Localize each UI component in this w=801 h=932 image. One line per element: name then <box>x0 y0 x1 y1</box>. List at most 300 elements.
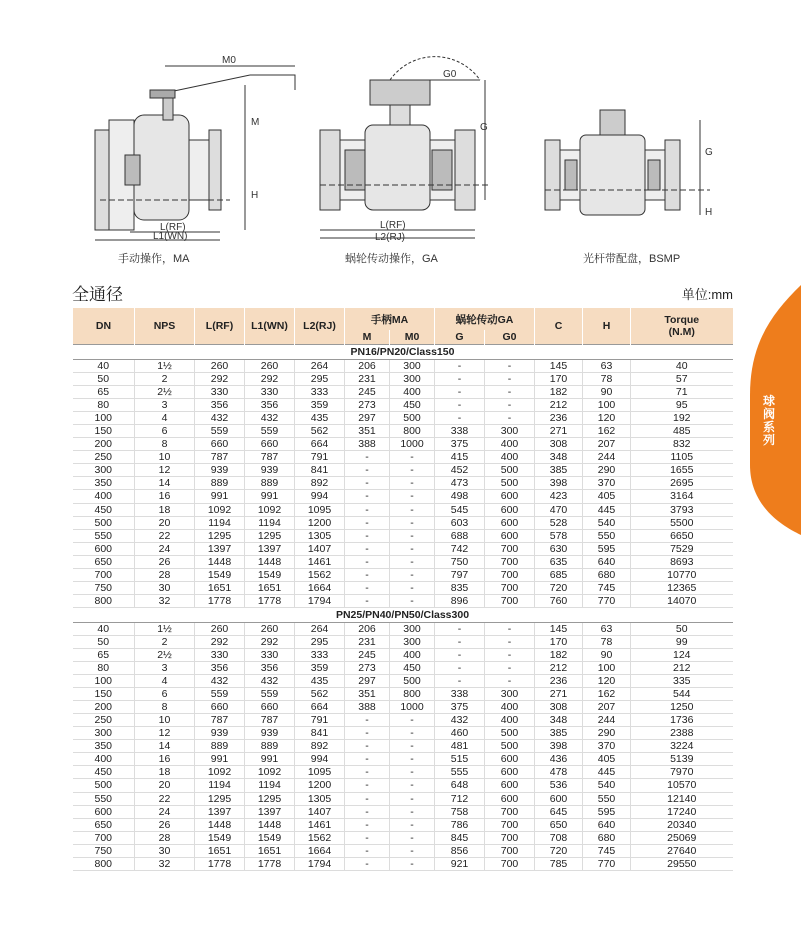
table-cell: 245 <box>345 386 390 399</box>
table-cell: 80 <box>73 399 135 412</box>
table-cell: 994 <box>295 490 345 503</box>
table-cell: 1200 <box>295 779 345 792</box>
unit-label: 单位:mm <box>681 287 733 302</box>
dim-lrf: L(RF) <box>160 222 186 233</box>
table-cell: 292 <box>195 373 245 386</box>
table-cell: - <box>345 753 390 766</box>
table-cell: 400 <box>390 386 435 399</box>
table-cell: 562 <box>295 688 345 701</box>
table-cell: 478 <box>535 766 583 779</box>
table-cell: 145 <box>535 360 583 373</box>
table-cell: 7529 <box>631 542 733 555</box>
table-cell: 685 <box>535 568 583 581</box>
table-cell: 921 <box>435 857 485 870</box>
table-cell: 57 <box>631 373 733 386</box>
table-cell: 648 <box>435 779 485 792</box>
table-cell: 290 <box>583 727 631 740</box>
table-cell: 559 <box>195 688 245 701</box>
table-cell: 3224 <box>631 740 733 753</box>
table-cell: 300 <box>485 425 535 438</box>
table-cell: 356 <box>245 662 295 675</box>
table-row <box>73 568 733 581</box>
table-cell: 20340 <box>631 818 733 831</box>
table-cell: 991 <box>195 753 245 766</box>
table-cell: 3793 <box>631 503 733 516</box>
table-cell: - <box>345 805 390 818</box>
table-cell: 1250 <box>631 701 733 714</box>
table-cell: 841 <box>295 727 345 740</box>
table-cell: 245 <box>345 648 390 661</box>
table-cell: 800 <box>73 857 135 870</box>
table-cell: 65 <box>73 386 135 399</box>
table-row <box>73 464 733 477</box>
table-cell: 787 <box>245 451 295 464</box>
table-cell: - <box>345 714 390 727</box>
table-cell: 450 <box>73 766 135 779</box>
table-cell: 800 <box>390 425 435 438</box>
section-header <box>73 607 733 622</box>
table-cell: - <box>390 503 435 516</box>
table-cell: 700 <box>485 542 535 555</box>
table-cell: 90 <box>583 648 631 661</box>
dim-lrf-ga: L(RF) <box>380 220 406 231</box>
table-cell: - <box>390 490 435 503</box>
table-cell: 595 <box>583 542 631 555</box>
table-cell: 640 <box>583 555 631 568</box>
table-cell: 994 <box>295 753 345 766</box>
table-cell: 528 <box>535 516 583 529</box>
dim-m: M <box>251 117 260 128</box>
table-row <box>73 451 733 464</box>
table-cell: - <box>345 529 390 542</box>
table-cell: 300 <box>390 360 435 373</box>
table-cell: 260 <box>195 360 245 373</box>
table-row <box>73 727 733 740</box>
table-cell: 22 <box>135 792 195 805</box>
table-cell: 375 <box>435 438 485 451</box>
table-cell: 835 <box>435 581 485 594</box>
table-cell: 1397 <box>245 805 295 818</box>
table-cell: 300 <box>73 464 135 477</box>
table-cell: 212 <box>631 662 733 675</box>
table-cell: 162 <box>583 425 631 438</box>
table-cell: 385 <box>535 727 583 740</box>
table-cell: 27640 <box>631 844 733 857</box>
table-cell: 231 <box>345 635 390 648</box>
table-cell: 889 <box>245 740 295 753</box>
table-row <box>73 360 733 373</box>
table-cell: - <box>390 594 435 607</box>
dim-m0: M0 <box>222 55 236 66</box>
dim-g: G <box>480 122 488 133</box>
table-cell: 500 <box>485 727 535 740</box>
table-cell: - <box>390 581 435 594</box>
table-cell: 550 <box>73 792 135 805</box>
table-cell: 26 <box>135 818 195 831</box>
table-cell: 388 <box>345 438 390 451</box>
table-cell: 939 <box>195 727 245 740</box>
table-cell: - <box>390 792 435 805</box>
col-dn: DN <box>73 308 135 345</box>
table-cell: 515 <box>435 753 485 766</box>
dim-l2rj: L2(RJ) <box>375 232 406 243</box>
table-cell: - <box>345 844 390 857</box>
table-cell: - <box>435 386 485 399</box>
table-cell: - <box>345 516 390 529</box>
table-cell: 1000 <box>390 701 435 714</box>
table-cell: 192 <box>631 412 733 425</box>
table-cell: - <box>390 529 435 542</box>
table-cell: 2½ <box>135 386 195 399</box>
table-cell: 450 <box>73 503 135 516</box>
dim-h: H <box>251 190 259 201</box>
table-cell: 1295 <box>195 529 245 542</box>
table-cell: - <box>345 792 390 805</box>
table-cell: - <box>435 635 485 648</box>
table-cell: 170 <box>535 635 583 648</box>
table-cell: 650 <box>73 818 135 831</box>
table-cell: - <box>390 857 435 870</box>
table-cell: - <box>345 490 390 503</box>
table-row <box>73 688 733 701</box>
table-row <box>73 594 733 607</box>
table-cell: 330 <box>195 386 245 399</box>
table-cell: 939 <box>195 464 245 477</box>
table-row <box>73 412 733 425</box>
table-cell: 5500 <box>631 516 733 529</box>
table-cell: 231 <box>345 373 390 386</box>
table-cell: 300 <box>390 622 435 635</box>
table-cell: 95 <box>631 399 733 412</box>
table-cell: 330 <box>195 648 245 661</box>
table-row <box>73 555 733 568</box>
table-cell: 271 <box>535 425 583 438</box>
table-cell: 600 <box>485 490 535 503</box>
table-cell: 445 <box>583 766 631 779</box>
col-torque: Torque (N.M) <box>631 308 733 345</box>
table-cell: 78 <box>583 635 631 648</box>
table-cell: 700 <box>485 844 535 857</box>
table-cell: 4 <box>135 675 195 688</box>
table-cell: 1407 <box>295 542 345 555</box>
table-cell: 600 <box>485 753 535 766</box>
bsmp-caption: 光杆带配盘，BSMP <box>583 253 681 265</box>
col-h: H <box>583 308 631 345</box>
table-cell: 212 <box>535 662 583 675</box>
table-cell: 145 <box>535 622 583 635</box>
table-cell: - <box>390 714 435 727</box>
table-row <box>73 766 733 779</box>
table-cell: 500 <box>73 516 135 529</box>
table-cell: 1295 <box>195 792 245 805</box>
table-cell: 450 <box>390 662 435 675</box>
table-cell: 500 <box>73 779 135 792</box>
table-cell: 308 <box>535 438 583 451</box>
table-cell: 3164 <box>631 490 733 503</box>
table-cell: - <box>390 727 435 740</box>
table-cell: 78 <box>583 373 631 386</box>
table-cell: 24 <box>135 542 195 555</box>
table-cell: 742 <box>435 542 485 555</box>
col-l1wn: L1(WN) <box>245 308 295 345</box>
table-cell: 236 <box>535 412 583 425</box>
table-cell: 24 <box>135 805 195 818</box>
table-cell: 297 <box>345 675 390 688</box>
table-cell: 660 <box>245 438 295 451</box>
table-cell: 595 <box>583 805 631 818</box>
table-cell: 5139 <box>631 753 733 766</box>
table-cell: 182 <box>535 648 583 661</box>
table-row <box>73 779 733 792</box>
table-row <box>73 844 733 857</box>
table-cell: - <box>485 360 535 373</box>
table-cell: 1397 <box>195 805 245 818</box>
table-cell: 260 <box>195 622 245 635</box>
table-cell: 6 <box>135 688 195 701</box>
table-cell: 398 <box>535 740 583 753</box>
table-cell: 452 <box>435 464 485 477</box>
table-cell: 1092 <box>245 766 295 779</box>
table-cell: 1651 <box>245 844 295 857</box>
table-cell: 385 <box>535 464 583 477</box>
table-cell: - <box>345 766 390 779</box>
table-row <box>73 792 733 805</box>
table-cell: - <box>345 831 390 844</box>
table-cell: 65 <box>73 648 135 661</box>
table-cell: 264 <box>295 622 345 635</box>
table-cell: 100 <box>583 399 631 412</box>
table-cell: 1461 <box>295 555 345 568</box>
table-cell: 28 <box>135 568 195 581</box>
table-cell: 712 <box>435 792 485 805</box>
table-cell: 356 <box>195 399 245 412</box>
table-cell: - <box>390 516 435 529</box>
table-row <box>73 425 733 438</box>
table-cell: - <box>345 542 390 555</box>
table-cell: 200 <box>73 701 135 714</box>
table-cell: 80 <box>73 662 135 675</box>
table-cell: 1095 <box>295 766 345 779</box>
table-row <box>73 740 733 753</box>
table-row <box>73 529 733 542</box>
table-cell: 436 <box>535 753 583 766</box>
table-cell: 12365 <box>631 581 733 594</box>
table-cell: - <box>390 844 435 857</box>
table-row <box>73 399 733 412</box>
table-cell: 832 <box>631 438 733 451</box>
table-cell: 2 <box>135 635 195 648</box>
table-cell: 244 <box>583 451 631 464</box>
table-cell: 600 <box>73 805 135 818</box>
table-cell: 250 <box>73 451 135 464</box>
table-cell: 991 <box>245 490 295 503</box>
table-cell: 1549 <box>195 831 245 844</box>
table-cell: 150 <box>73 688 135 701</box>
table-cell: 841 <box>295 464 345 477</box>
table-cell: 415 <box>435 451 485 464</box>
table-cell: 162 <box>583 688 631 701</box>
table-cell: 292 <box>245 635 295 648</box>
table-cell: - <box>345 727 390 740</box>
table-cell: 1651 <box>195 844 245 857</box>
table-cell: 398 <box>535 477 583 490</box>
table-cell: - <box>390 568 435 581</box>
table-cell: 745 <box>583 844 631 857</box>
table-cell: 16 <box>135 753 195 766</box>
table-cell: 1105 <box>631 451 733 464</box>
table-cell: 207 <box>583 438 631 451</box>
table-cell: - <box>345 464 390 477</box>
table-row <box>73 581 733 594</box>
table-cell: 700 <box>73 831 135 844</box>
table-cell: 40 <box>73 360 135 373</box>
table-cell: 758 <box>435 805 485 818</box>
table-cell: 30 <box>135 581 195 594</box>
table-cell: 939 <box>245 727 295 740</box>
table-cell: 170 <box>535 373 583 386</box>
table-cell: 295 <box>295 635 345 648</box>
table-cell: 206 <box>345 360 390 373</box>
table-cell: 1295 <box>245 792 295 805</box>
table-cell: 856 <box>435 844 485 857</box>
table-cell: 745 <box>583 581 631 594</box>
table-cell: 273 <box>345 399 390 412</box>
table-cell: 8 <box>135 701 195 714</box>
table-cell: 14 <box>135 740 195 753</box>
table-cell: 10 <box>135 714 195 727</box>
table-row <box>73 753 733 766</box>
table-cell: 388 <box>345 701 390 714</box>
table-cell: 1092 <box>195 503 245 516</box>
table-cell: 1095 <box>295 503 345 516</box>
table-cell: 889 <box>245 477 295 490</box>
table-cell: 1778 <box>245 594 295 607</box>
table-cell: 32 <box>135 594 195 607</box>
table-cell: 991 <box>195 490 245 503</box>
table-cell: 1562 <box>295 568 345 581</box>
table-cell: 359 <box>295 662 345 675</box>
table-row <box>73 438 733 451</box>
table-cell: 338 <box>435 425 485 438</box>
table-cell: 1736 <box>631 714 733 727</box>
col-m: M <box>345 330 390 345</box>
table-cell: 405 <box>583 490 631 503</box>
table-cell: - <box>345 451 390 464</box>
table-cell: 760 <box>535 594 583 607</box>
table-cell: 32 <box>135 857 195 870</box>
table-cell: 7970 <box>631 766 733 779</box>
table-cell: 660 <box>195 438 245 451</box>
col-nps: NPS <box>135 308 195 345</box>
table-cell: - <box>345 740 390 753</box>
table-cell: 150 <box>73 425 135 438</box>
table-cell: - <box>390 555 435 568</box>
table-cell: 18 <box>135 766 195 779</box>
table-cell: - <box>485 386 535 399</box>
table-cell: 30 <box>135 844 195 857</box>
table-cell: 244 <box>583 714 631 727</box>
table-cell: 40 <box>73 622 135 635</box>
table-cell: 260 <box>245 360 295 373</box>
table-cell: 20 <box>135 779 195 792</box>
table-cell: 720 <box>535 844 583 857</box>
table-cell: 544 <box>631 688 733 701</box>
table-cell: 550 <box>73 529 135 542</box>
table-cell: 445 <box>583 503 631 516</box>
col-l2rj: L2(RJ) <box>295 308 345 345</box>
table-cell: 12140 <box>631 792 733 805</box>
table-cell: 432 <box>195 412 245 425</box>
table-cell: 2695 <box>631 477 733 490</box>
table-cell: - <box>390 464 435 477</box>
dimension-table <box>72 308 733 871</box>
table-cell: 359 <box>295 399 345 412</box>
table-cell: 770 <box>583 857 631 870</box>
table-cell: 300 <box>485 688 535 701</box>
table-cell: - <box>345 857 390 870</box>
table-cell: - <box>345 477 390 490</box>
table-cell: - <box>485 662 535 675</box>
table-cell: 1778 <box>195 594 245 607</box>
table-cell: 351 <box>345 688 390 701</box>
table-cell: - <box>485 635 535 648</box>
table-cell: 63 <box>583 622 631 635</box>
side-tab-label: 球阀系列 <box>762 394 775 447</box>
ga-drawing <box>320 57 490 238</box>
table-cell: 1½ <box>135 360 195 373</box>
table-row <box>73 386 733 399</box>
table-cell: 1092 <box>245 503 295 516</box>
table-cell: 50 <box>73 373 135 386</box>
table-cell: 100 <box>583 662 631 675</box>
table-cell: 200 <box>73 438 135 451</box>
table-cell: 26 <box>135 555 195 568</box>
table-cell: - <box>485 622 535 635</box>
col-g0: G0 <box>485 330 535 345</box>
table-cell: 1778 <box>195 857 245 870</box>
valve-drawings <box>0 0 801 270</box>
table-cell: 348 <box>535 714 583 727</box>
table-cell: - <box>485 675 535 688</box>
table-row <box>73 714 733 727</box>
table-cell: 250 <box>73 714 135 727</box>
dim-g-bsmp: G <box>705 147 713 158</box>
table-cell: 14070 <box>631 594 733 607</box>
dim-h-bsmp: H <box>705 207 713 218</box>
table-cell: 1794 <box>295 857 345 870</box>
table-cell: 370 <box>583 477 631 490</box>
table-cell: 400 <box>485 701 535 714</box>
table-cell: 207 <box>583 701 631 714</box>
table-cell: 578 <box>535 529 583 542</box>
table-cell: 481 <box>435 740 485 753</box>
table-row <box>73 857 733 870</box>
table-cell: 550 <box>583 529 631 542</box>
table-cell: 295 <box>295 373 345 386</box>
table-cell: 1448 <box>245 818 295 831</box>
table-cell: - <box>435 373 485 386</box>
table-cell: 664 <box>295 438 345 451</box>
table-cell: 432 <box>435 714 485 727</box>
table-cell: 460 <box>435 727 485 740</box>
table-cell: 787 <box>195 451 245 464</box>
table-cell: 71 <box>631 386 733 399</box>
table-cell: 348 <box>535 451 583 464</box>
table-cell: 297 <box>345 412 390 425</box>
table-cell: 700 <box>485 831 535 844</box>
table-cell: 889 <box>195 740 245 753</box>
table-cell: 1397 <box>195 542 245 555</box>
